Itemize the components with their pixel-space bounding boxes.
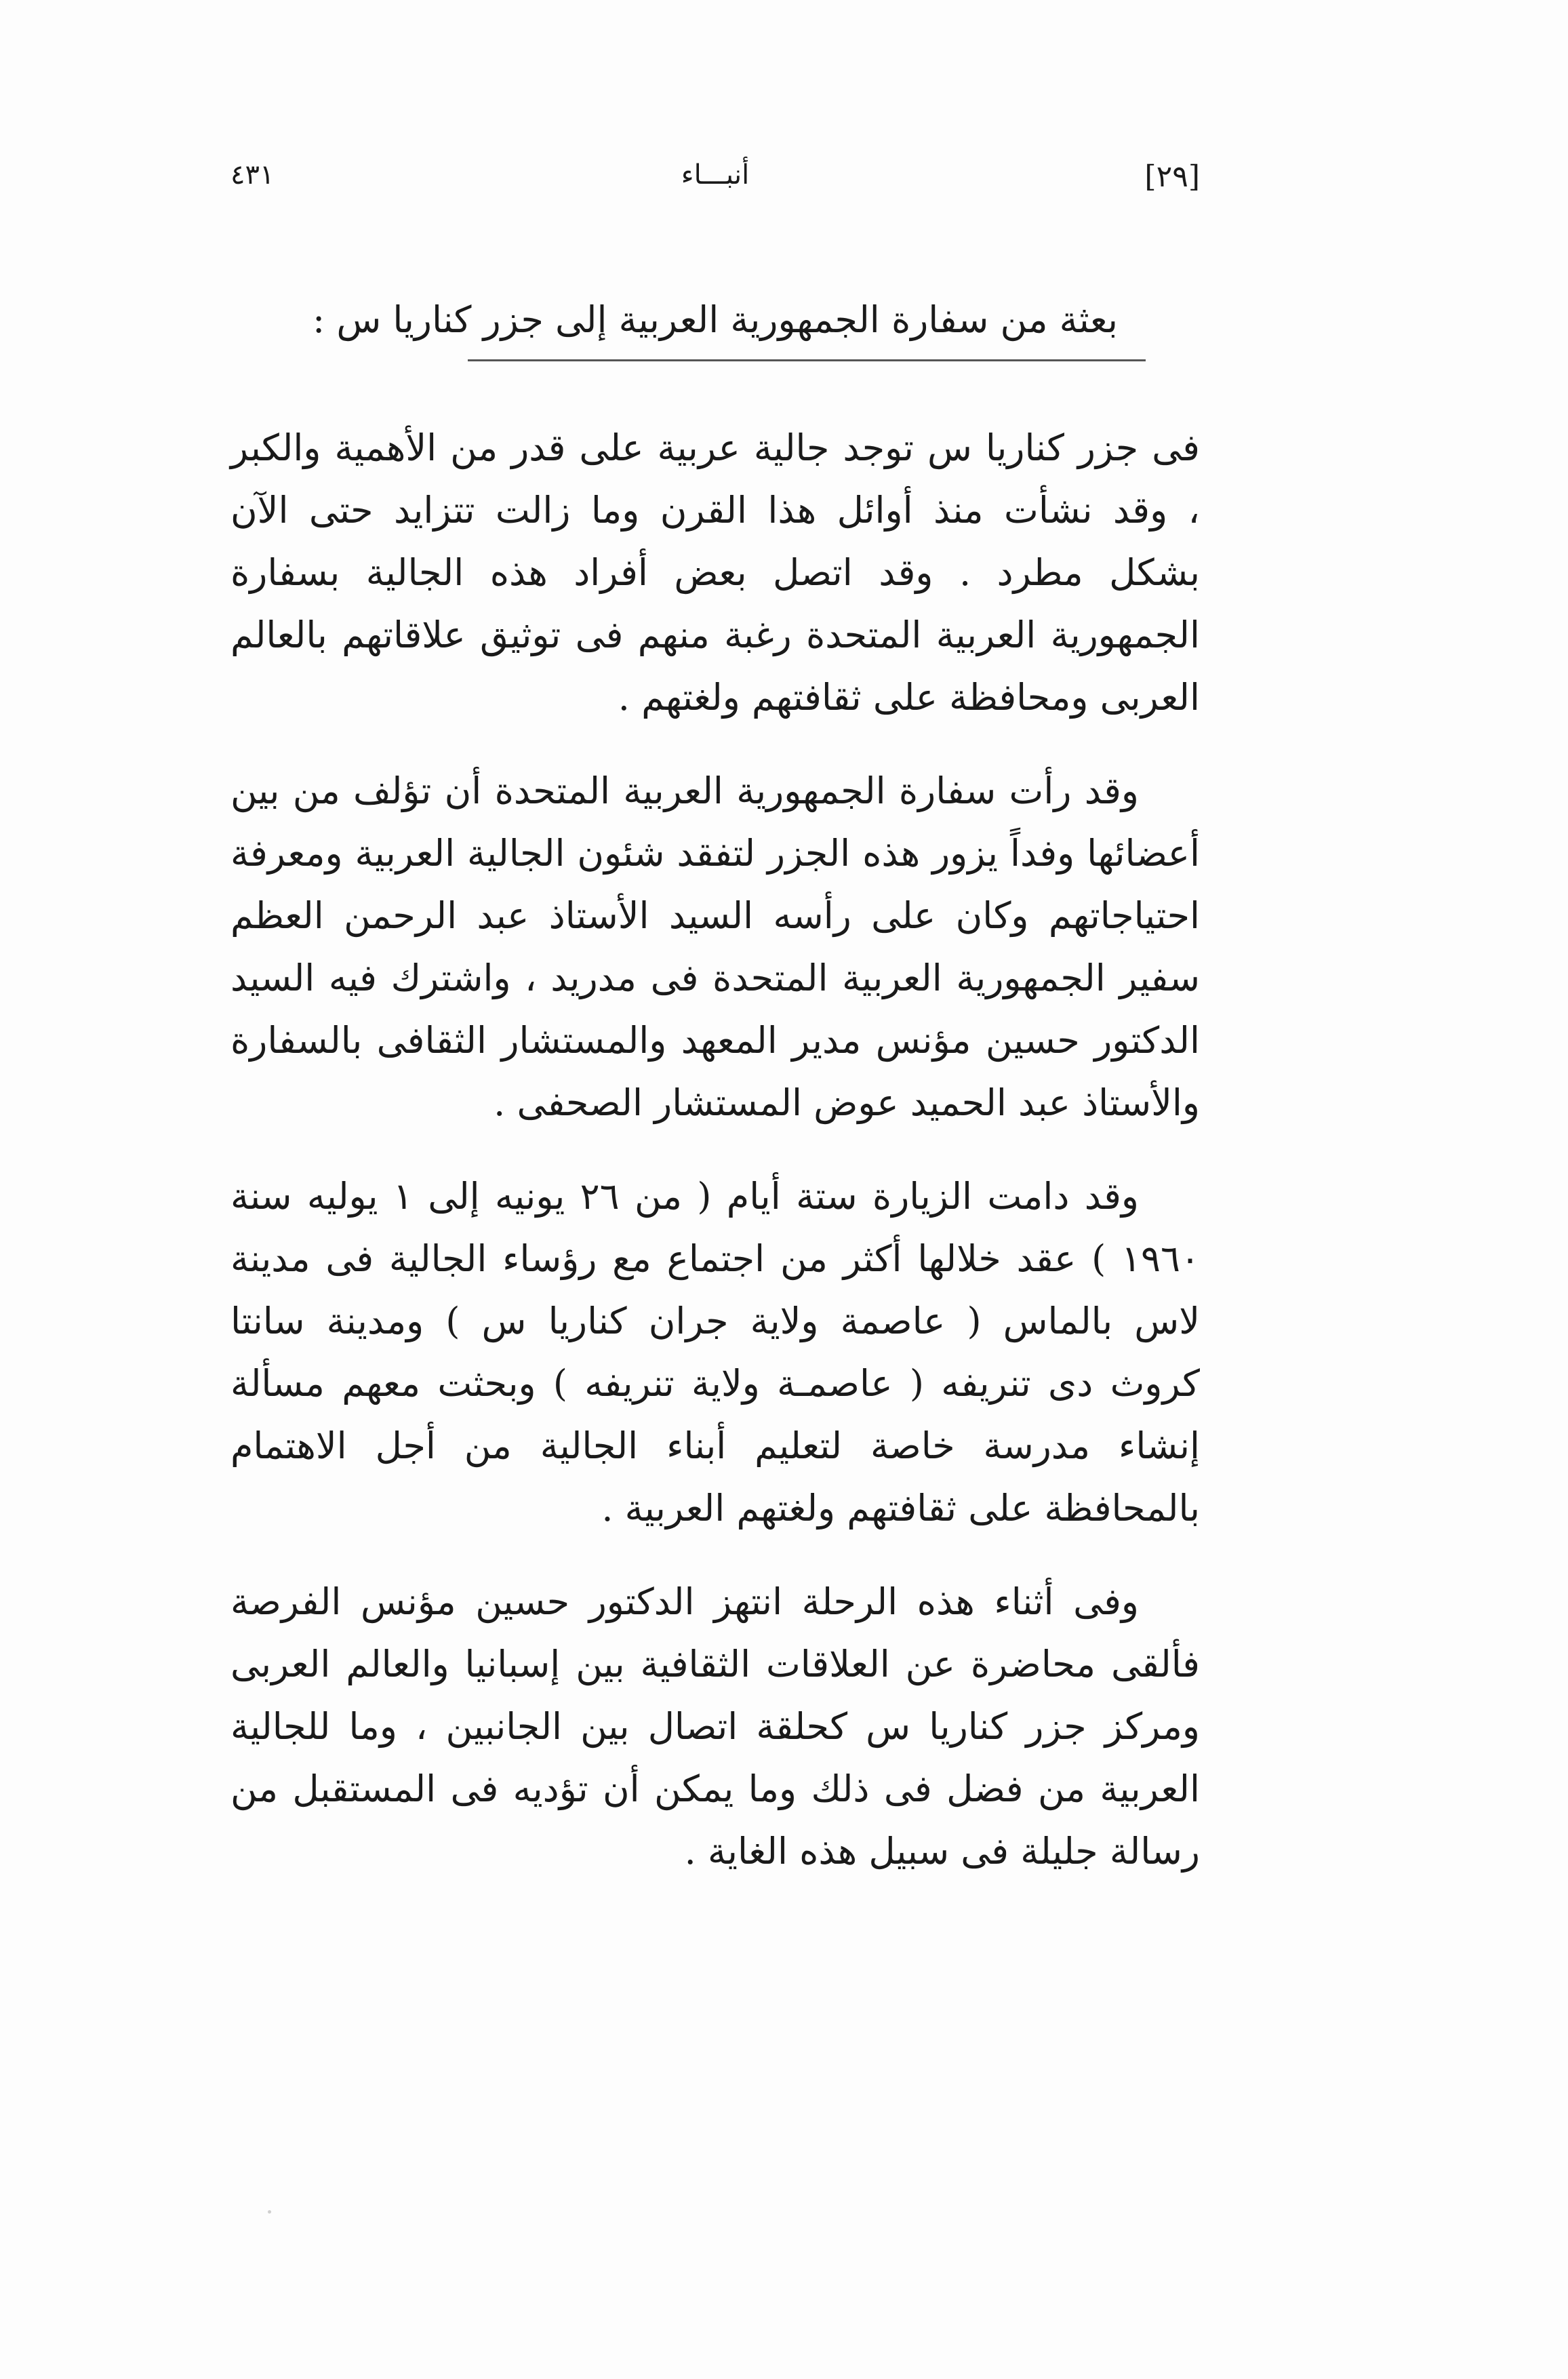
running-title: أنبـــاء: [681, 159, 750, 191]
page-number: ٤٣١: [230, 159, 275, 191]
title-underline: [468, 359, 1146, 361]
running-header: [230, 159, 1200, 214]
paragraph-2: وقد رأت سفارة الجمهورية العربية المتحدة أن تؤلف من بين أعضائها وفداً يزور هذه الجزر لتفقد شئون الجالية العربية ومعرفة احتياجاتهم وكان على رأسه السيد الأستاذ عبد الرحمن العظم سفير الجمهورية العربية المتحدة فى مدريد ، واشترك فيه السيد الدكتور حسين مؤنس مدير المعهد والمستشار الثقافى بالسفارة والأستاذ عبد الحميد عوض المستشار الصحفى .: [230, 769, 1200, 1124]
section-number: [٢٩]: [1144, 159, 1200, 194]
article-title: بعثة من سفارة الجمهورية العربية إلى جزر كناريا س :: [312, 298, 1119, 341]
paragraph-4: وفى أثناء هذه الرحلة انتهز الدكتور حسين مؤنس الفرصة فألقى محاضرة عن العلاقات الثقافية بين إسبانيا والعالم العربى ومركز جزر كناريا س كحلقة اتصال بين الجانبين ، وما للجالية العربية من فضل فى ذلك وما يمكن أن تؤديه فى المستقبل من رسالة جليلة فى سبيل هذه الغاية .: [230, 1580, 1200, 1873]
paragraph-3: وقد دامت الزيارة ستة أيام ( من ٢٦ يونيه إلى ١ يوليه سنة ١٩٦٠ ) عقد خلالها أكثر من اجتماع مع رؤساء الجالية فى مدينة لاس بالماس ( عاصمة ولاية جران كناريا س ) ومدينة سانتا كروث دى تنريفه ( عاصمـة ولاية تنريفه ) وبحثت معهم مسألة إنشاء مدرسة خاصة لتعليم أبناء الجالية من أجل الاهتمام بالمحافظة على ثقافتهم ولغتهم العربية .: [230, 1175, 1200, 1530]
paragraph-1: فى جزر كناريا س توجد جالية عربية على قدر من الأهمية والكبر ، وقد نشأت منذ أوائل هذا القرن وما زالت تتزايد حتى الآن بشكل مطرد . وقد اتصل بعض أفراد هذه الجالية بسفارة الجمهورية العربية المتحدة رغبة منهم فى توثيق علاقاتهم بالعالم العربى ومحافظة على ثقافتهم ولغتهم .: [230, 426, 1200, 719]
article-body: [230, 417, 1200, 1914]
scan-speck: [268, 2210, 271, 2214]
